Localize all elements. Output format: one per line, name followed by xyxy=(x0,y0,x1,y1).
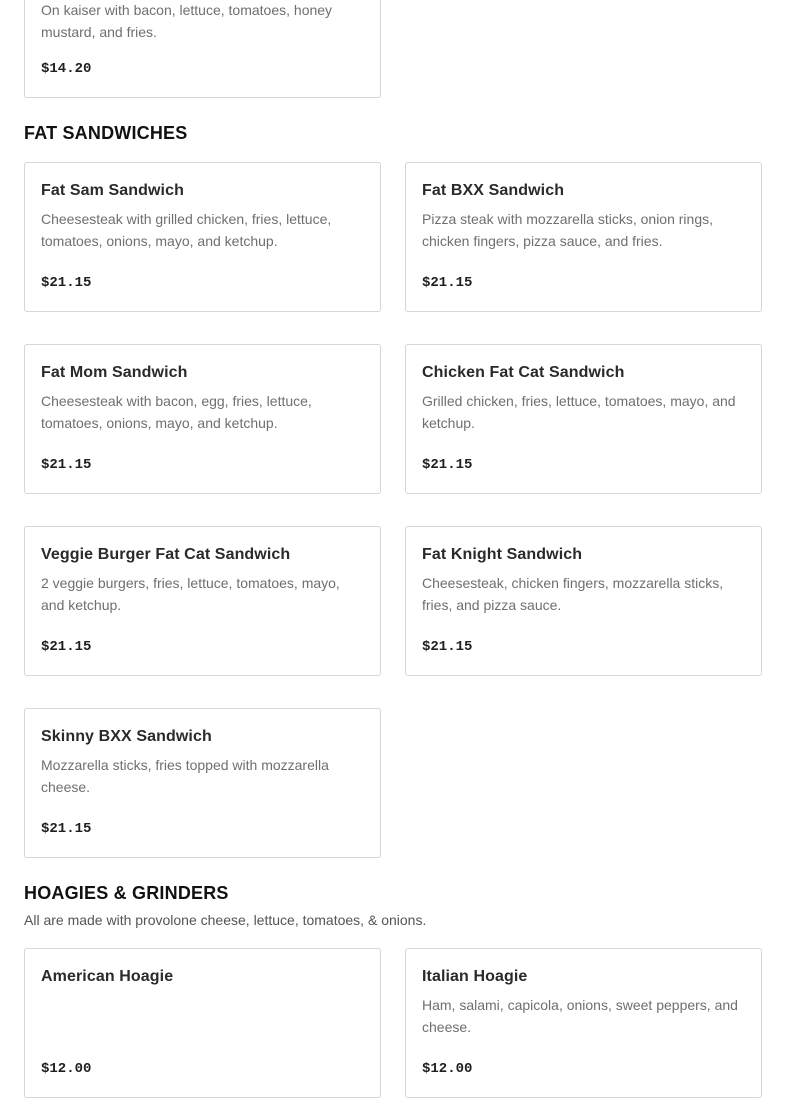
menu-item-price: $21.15 xyxy=(41,821,92,837)
menu-item-card[interactable] xyxy=(405,526,762,676)
menu-item-description: Cheesesteak with grilled chicken, fries, lettuce, tomatoes, onions, mayo, and ketchup. xyxy=(41,211,332,249)
menu-item-price: $12.00 xyxy=(422,1061,473,1077)
menu-item-name: Italian Hoagie xyxy=(422,968,528,985)
menu-item-price: $21.15 xyxy=(41,639,92,655)
menu-item-price: $14.20 xyxy=(41,61,92,77)
menu-item-name: Fat Knight Sandwich xyxy=(422,546,583,563)
menu-item-description: Pizza steak with mozzarella sticks, onion rings, chicken fingers, pizza sauce, and fries. xyxy=(422,211,713,249)
menu-item-card[interactable] xyxy=(24,948,381,1098)
menu-item-description: Ham, salami, capicola, onions, sweet peppers, and cheese. xyxy=(422,997,738,1035)
menu-item-description: On kaiser with bacon, lettuce, tomatoes, honey mustard, and fries. xyxy=(41,2,333,40)
menu-item-description: Grilled chicken, fries, lettuce, tomatoes, mayo, and ketchup. xyxy=(422,393,736,431)
menu-item-card[interactable] xyxy=(24,708,381,858)
menu-item-price: $12.00 xyxy=(41,1061,92,1077)
menu-item-price: $21.15 xyxy=(422,275,473,291)
menu-item-name: Veggie Burger Fat Cat Sandwich xyxy=(41,546,291,563)
menu-item-price: $21.15 xyxy=(41,275,92,291)
menu-item-price: $21.15 xyxy=(422,457,473,473)
section-note: All are made with provolone cheese, lettuce, tomatoes, & onions. xyxy=(24,912,427,928)
menu-item-name: Fat BXX Sandwich xyxy=(422,182,565,199)
menu-item-card[interactable] xyxy=(405,344,762,494)
menu-item-card[interactable] xyxy=(24,162,381,312)
menu-item-card[interactable] xyxy=(24,0,381,98)
menu-item-description: Cheesesteak, chicken fingers, mozzarella sticks, fries, and pizza sauce. xyxy=(422,575,724,613)
menu-item-name: Fat Sam Sandwich xyxy=(41,182,184,199)
menu-item-description: Cheesesteak with bacon, egg, fries, lettuce, tomatoes, onions, mayo, and ketchup. xyxy=(41,393,312,431)
menu-item-name: Skinny BXX Sandwich xyxy=(41,728,212,745)
menu-item-description: 2 veggie burgers, fries, lettuce, tomatoes, mayo, and ketchup. xyxy=(41,575,340,613)
menu-item-name: Chicken Fat Cat Sandwich xyxy=(422,364,625,381)
menu-item-card[interactable] xyxy=(405,162,762,312)
menu-item-card[interactable] xyxy=(405,948,762,1098)
menu-item-description: Mozzarella sticks, fries topped with mozzarella cheese. xyxy=(41,757,329,795)
menu-item-price: $21.15 xyxy=(422,639,473,655)
menu-item-name: Fat Mom Sandwich xyxy=(41,364,188,381)
menu-item-name: American Hoagie xyxy=(41,968,174,985)
section-title-hoagies-grinders: HOAGIES & GRINDERS xyxy=(24,883,229,903)
menu-item-price: $21.15 xyxy=(41,457,92,473)
section-title-fat-sandwiches: FAT SANDWICHES xyxy=(24,123,188,143)
menu-item-card[interactable] xyxy=(24,526,381,676)
menu-item-card[interactable] xyxy=(24,344,381,494)
